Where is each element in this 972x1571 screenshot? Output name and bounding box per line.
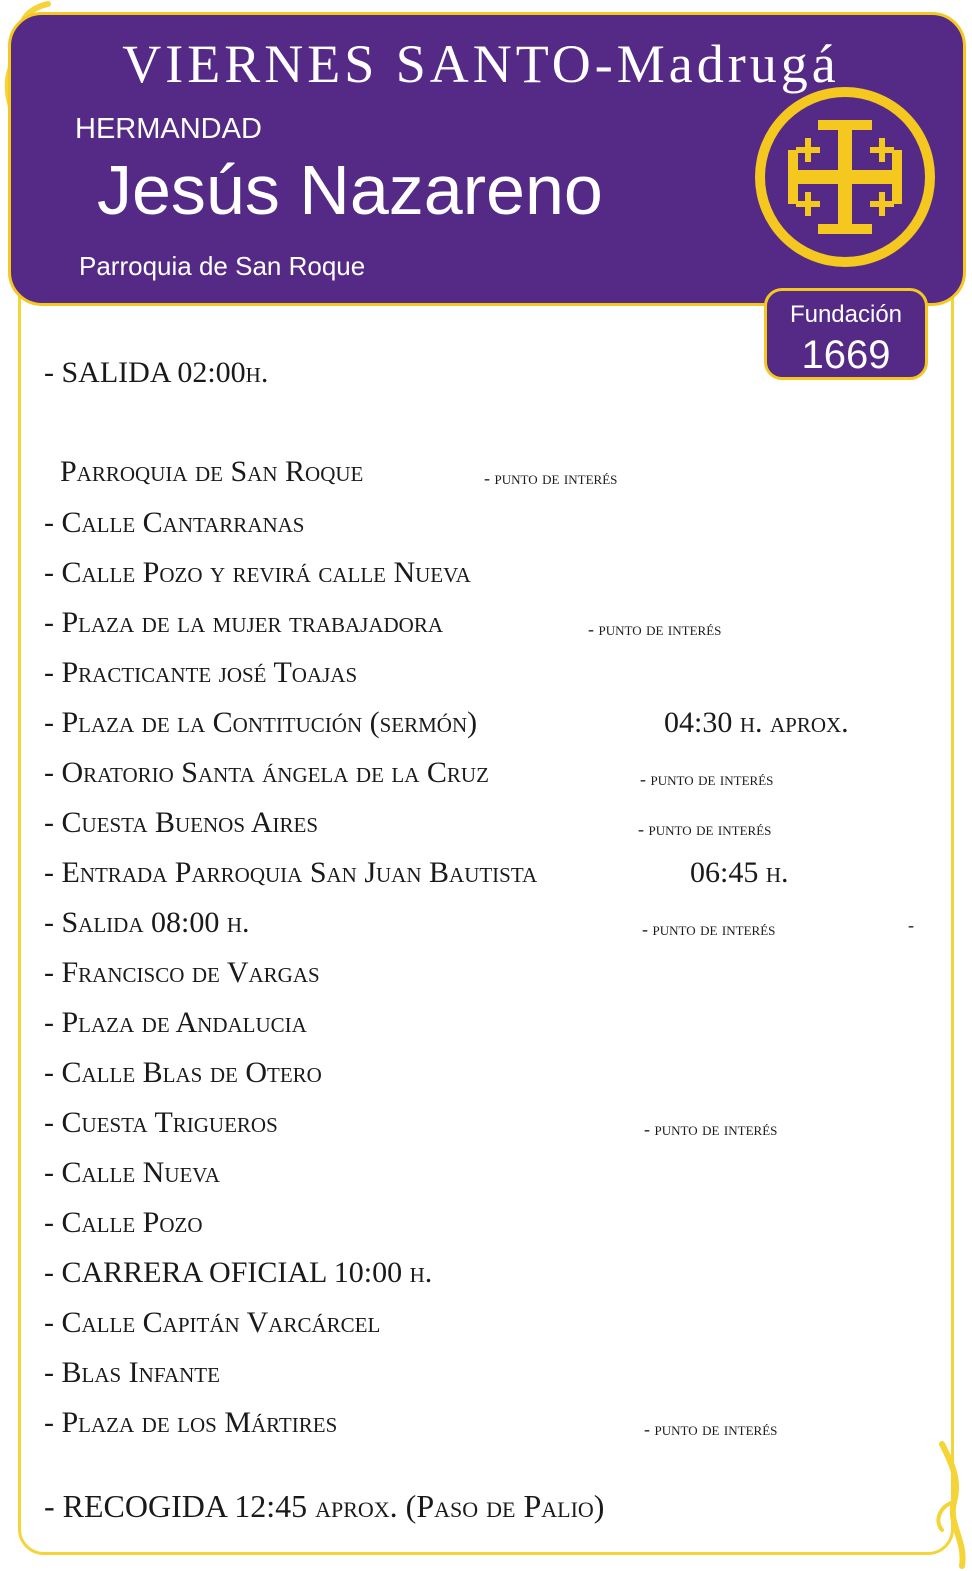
route-item: - Francisco de Vargas (44, 956, 320, 989)
jerusalem-cross-icon (752, 84, 938, 270)
route-item: Parroquia de San Roque (60, 455, 364, 488)
point-of-interest-note: - punto de interés (640, 769, 774, 789)
foundation-year: 1669 (801, 333, 891, 377)
route-item: - Plaza de Andalucia (44, 1006, 307, 1039)
bottom-right-flourish-icon (912, 1440, 972, 1571)
route-time: 06:45 h. (690, 856, 789, 889)
route-item: - Oratorio Santa ángela de la Cruz (44, 756, 489, 789)
point-of-interest-note: - punto de interés (638, 819, 772, 839)
parish-name: Parroquia de San Roque (79, 251, 366, 281)
point-of-interest-note: - punto de interés (644, 1119, 778, 1139)
page-title: VIERNES SANTO-Madrugá (122, 34, 840, 94)
foundation-label: Fundación (789, 301, 903, 328)
route-item: - Calle Nueva (44, 1156, 220, 1189)
point-of-interest-note: - punto de interés (644, 1419, 778, 1439)
route-item: - Calle Cantarranas (44, 506, 305, 539)
route-item: - Entrada Parroquia San Juan Bautista (44, 856, 538, 889)
route-item: - CARRERA OFICIAL 10:00 h. (44, 1256, 433, 1289)
route-item: - Practicante josé Toajas (44, 656, 358, 689)
route-item: - Calle Pozo (44, 1206, 203, 1239)
route-item: - Calle Pozo y revirá calle Nueva (44, 556, 471, 589)
point-of-interest-note: - punto de interés (484, 468, 618, 488)
route-item: - Calle Capitán Varcárcel (44, 1306, 381, 1339)
route-item: - Plaza de la mujer trabajadora (44, 606, 444, 639)
brotherhood-name: Jesús Nazareno (97, 151, 603, 229)
foundation-badge (764, 288, 928, 380)
route-item: - Cuesta Trigueros (44, 1106, 278, 1139)
departure-line: - SALIDA 02:00h. (44, 356, 269, 389)
point-of-interest-note: - punto de interés (588, 619, 722, 639)
arrival-line: - RECOGIDA 12:45 aprox. (Paso de Palio) (44, 1488, 605, 1524)
route-item: - Plaza de los Mártires (44, 1406, 338, 1439)
route-time: 04:30 h. aprox. (664, 706, 849, 739)
route-item: - Blas Infante (44, 1356, 220, 1389)
route-item: - Salida 08:00 h. (44, 906, 250, 939)
trailing-dash: - (908, 915, 914, 935)
point-of-interest-note: - punto de interés (642, 919, 776, 939)
route-item: - Cuesta Buenos Aires (44, 806, 319, 839)
route-item: - Plaza de la Contitución (sermón) (44, 706, 478, 739)
route-item: - Calle Blas de Otero (44, 1056, 322, 1089)
brotherhood-label: HERMANDAD (75, 113, 262, 145)
